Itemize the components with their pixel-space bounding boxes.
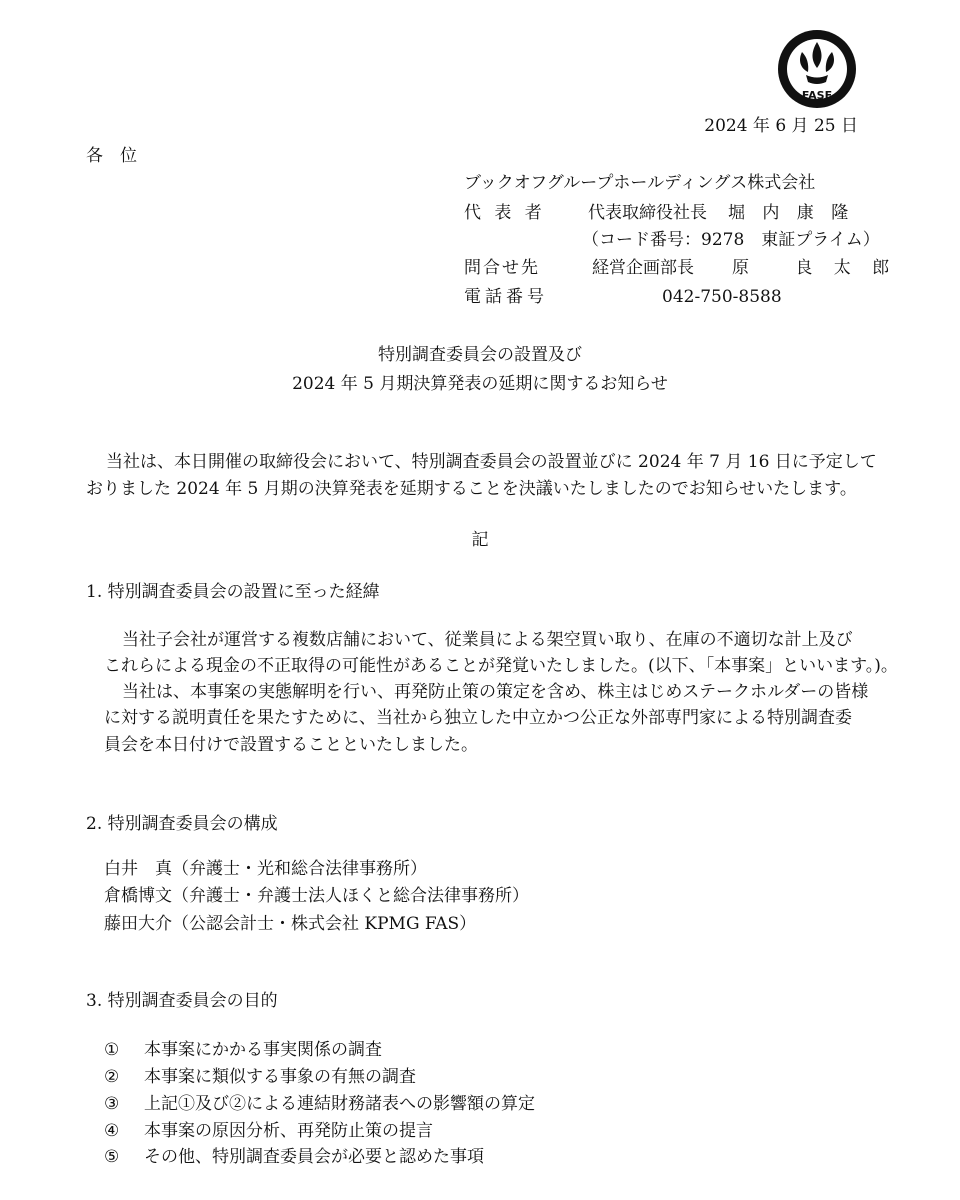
representative-label: 代 表 者 [464, 203, 546, 223]
member-item: 藤田大介（公認会計士・株式会社 KPMG FAS） [104, 914, 477, 934]
purpose-item-text: 本事案に類似する事象の有無の調査 [144, 1067, 416, 1087]
intro-line1: 当社は、本日開催の取締役会において、特別調査委員会の設置並びに 2024 年 7 月 16 日に予定して [106, 452, 877, 472]
ki-marker: 記 [471, 530, 489, 550]
page-title-line1: 特別調査委員会の設置及び [378, 345, 582, 365]
section1-para1-line1: 当社子会社が運営する複数店舗において、従業員による架空買い取り、在庫の不適切な計上及び [122, 630, 853, 650]
member-item: 白井 真（弁護士・光和総合法律事務所） [104, 859, 427, 879]
fasf-logo-label: FASF [801, 89, 833, 102]
purpose-item-number: ③ [104, 1094, 120, 1114]
purpose-item-text: 本事案にかかる事実関係の調査 [144, 1040, 382, 1060]
issue-date: 2024 年 6 月 25 日 [704, 116, 858, 136]
contact-title: 経営企画部長 [592, 258, 694, 278]
section3-heading: 3. 特別調査委員会の目的 [86, 991, 278, 1011]
section1-para2-line1: 当社は、本事案の実態解明を行い、再発防止策の策定を含め、株主はじめステークホルダーの皆様 [122, 682, 869, 702]
page-title-line2: 2024 年 5 月期決算発表の延期に関するお知らせ [292, 374, 668, 394]
section1-para2-line2: に対する説明責任を果たすために、当社から独立した中立かつ公正な外部専門家による特別調査委 [104, 708, 852, 728]
member-item: 倉橋博文（弁護士・弁護士法人ほくと総合法律事務所） [104, 886, 529, 906]
purpose-item-text: その他、特別調査委員会が必要と認めた事項 [144, 1147, 484, 1167]
representative-name: 堀 内 康 隆 [728, 203, 855, 223]
contact-name: 原 良 太 郎 [732, 258, 898, 278]
contact-label: 問合せ先 [464, 258, 540, 278]
purpose-item-number: ② [104, 1067, 120, 1087]
company-name: ブックオフグループホールディングス株式会社 [464, 173, 816, 193]
section1-para2-line3: 員会を本日付けで設置することといたしました。 [104, 735, 478, 755]
section1-para1-line2: これらによる現金の不正取得の可能性があることが発覚いたしました。(以下、「本事案」といいます。)。 [104, 656, 898, 676]
stock-code: （コード番号：9278 東証プライム） [582, 230, 880, 250]
fasf-logo [776, 28, 858, 110]
section1-heading: 1. 特別調査委員会の設置に至った経緯 [86, 582, 380, 602]
representative-title: 代表取締役社長 [588, 203, 707, 223]
purpose-item-text: 上記①及び②による連結財務諸表への影響額の算定 [144, 1094, 535, 1114]
recipients: 各 位 [86, 146, 137, 166]
phone-label: 電話番号 [464, 287, 548, 307]
purpose-item-number: ⑤ [104, 1147, 120, 1167]
intro-line2: おりました 2024 年 5 月期の決算発表を延期することを決議いたしましたのでお知らせいたします。 [86, 479, 857, 499]
purpose-item-text: 本事案の原因分析、再発防止策の提言 [144, 1121, 433, 1141]
section2-heading: 2. 特別調査委員会の構成 [86, 814, 278, 834]
purpose-item-number: ① [104, 1040, 120, 1060]
purpose-item-number: ④ [104, 1121, 120, 1141]
phone-number: 042-750-8588 [662, 287, 782, 307]
